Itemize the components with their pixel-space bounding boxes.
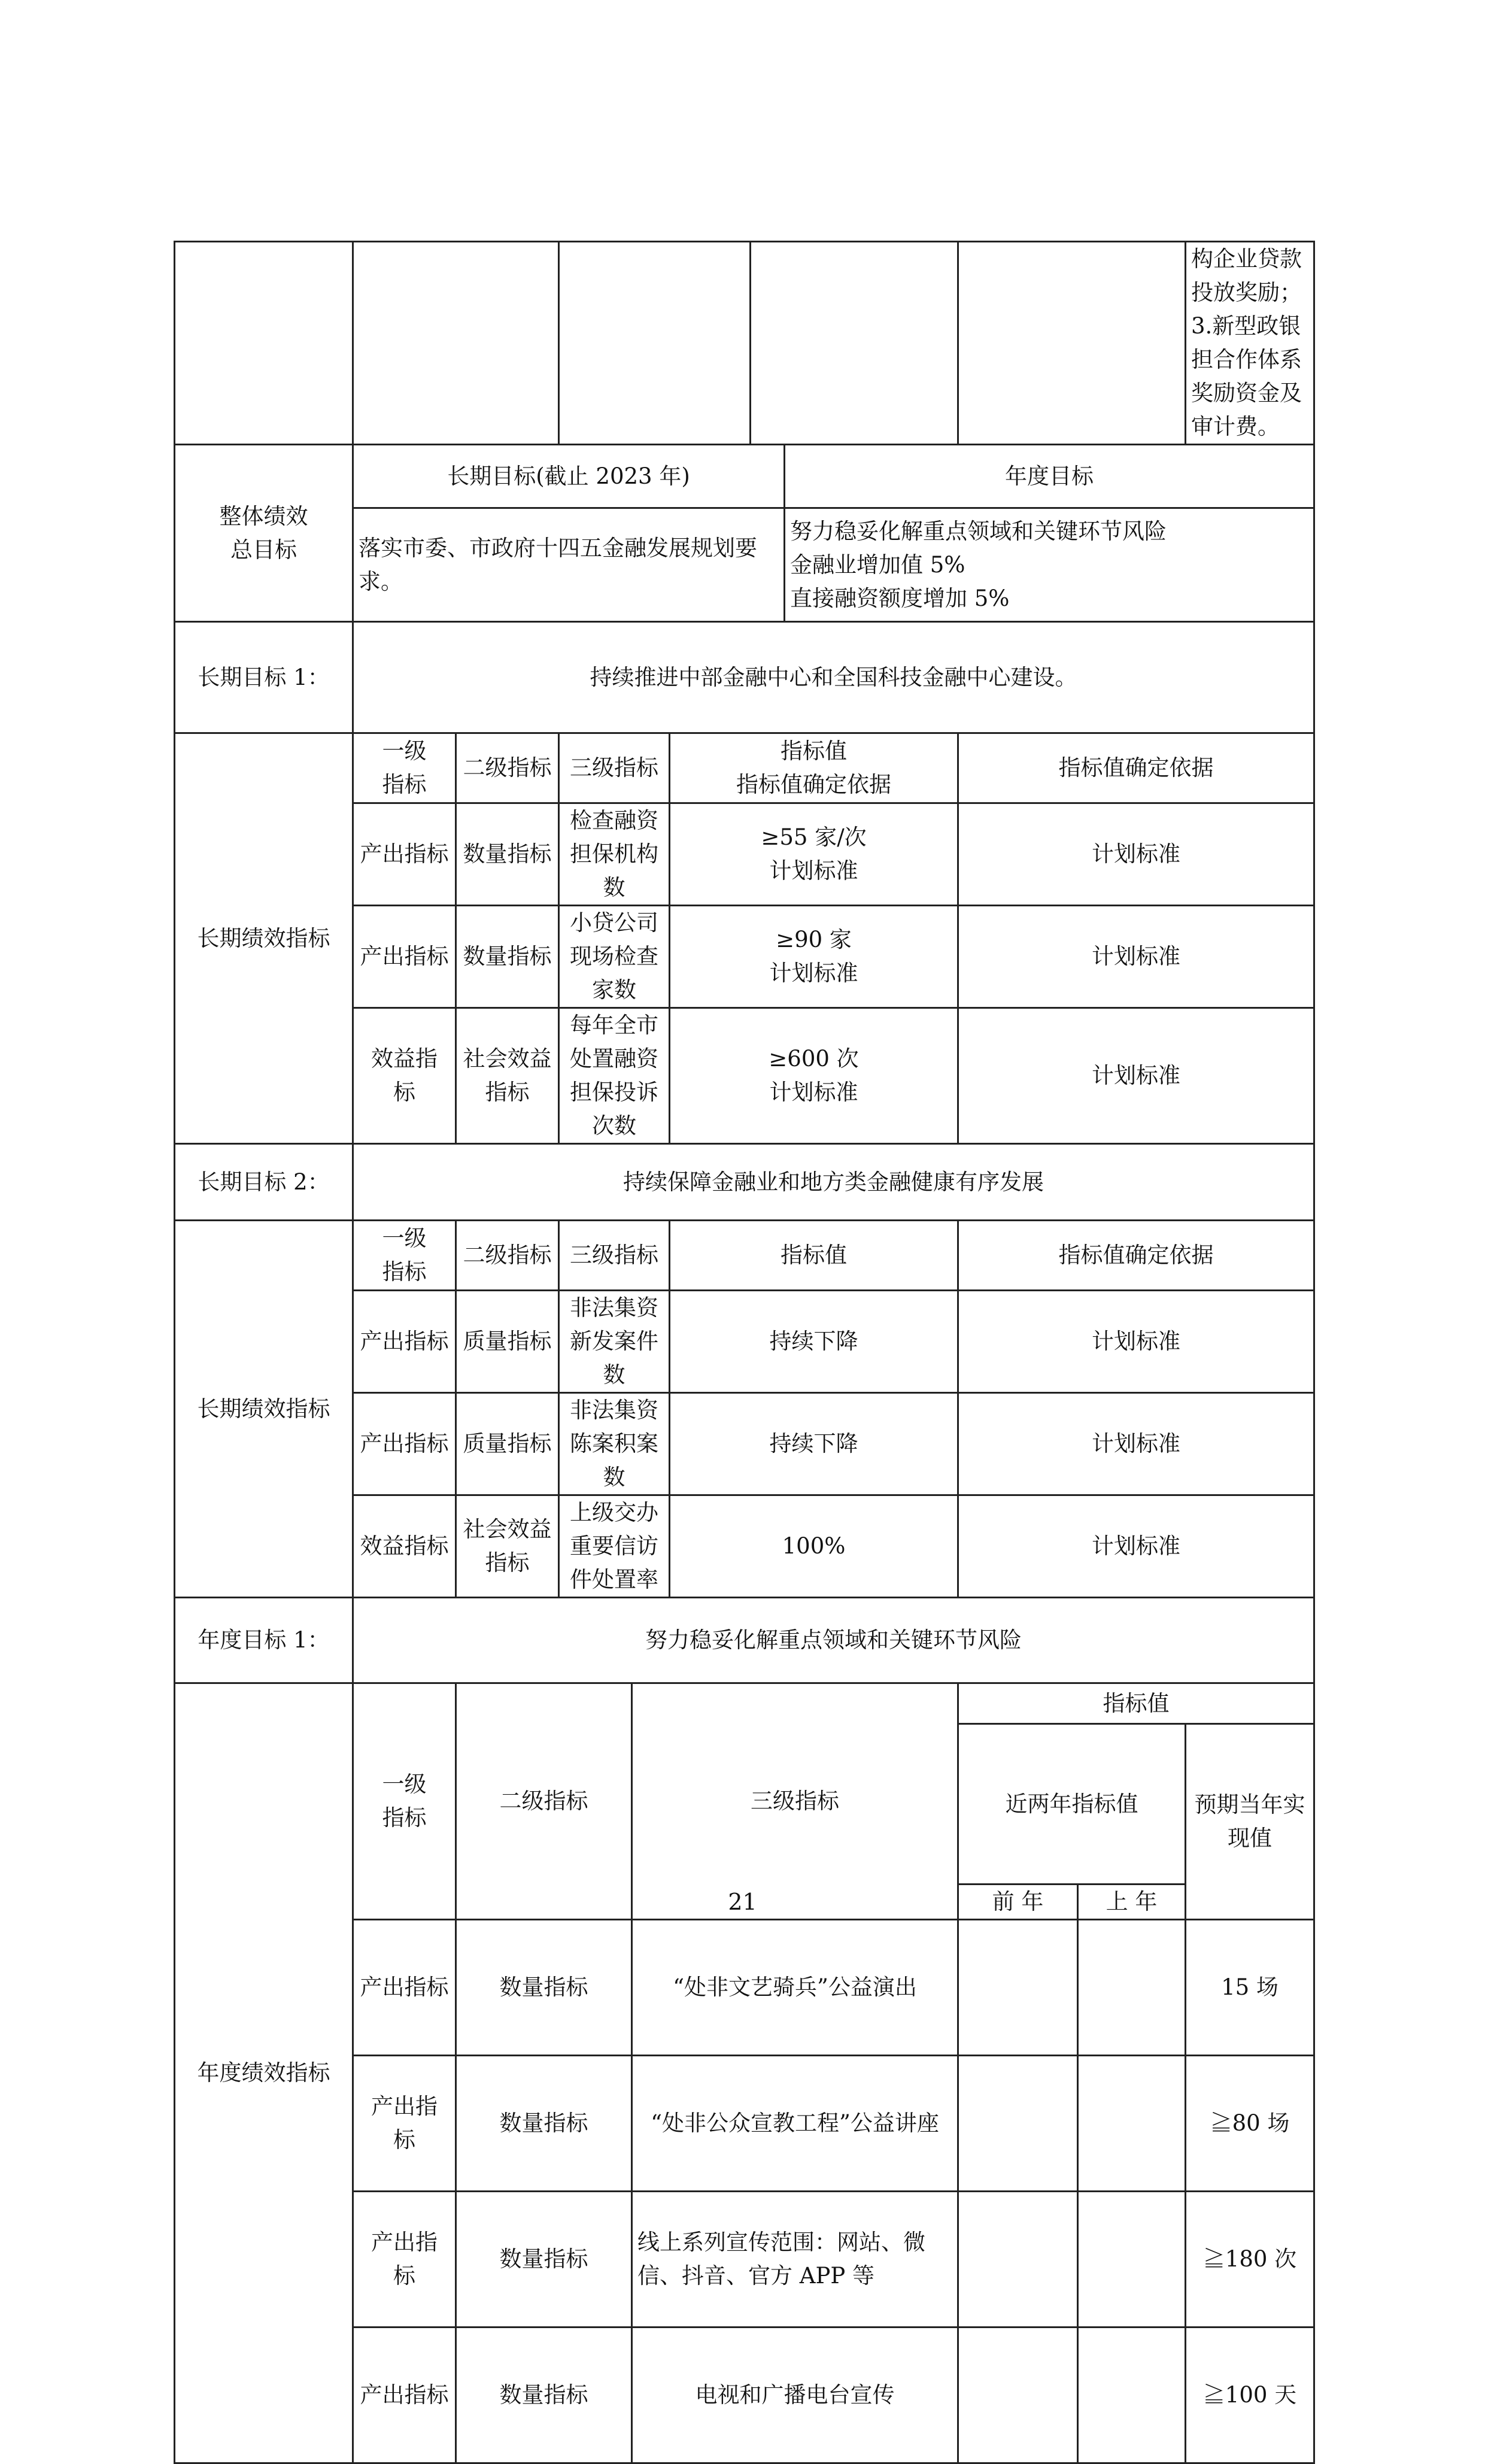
annual-header-expected: 预期当年实现值 xyxy=(1186,1724,1314,1920)
perf1-header-value: 指标值 指标值确定依据 xyxy=(670,733,958,803)
goal2-row xyxy=(175,1144,1314,1221)
goal1-row xyxy=(175,622,1314,733)
level3-cell: 检查融资担保机构数 xyxy=(559,803,670,906)
blank-cell xyxy=(175,242,353,445)
level1-cell: 产出指标 xyxy=(353,2328,456,2463)
page-number: 21 xyxy=(728,1889,757,1915)
level3-cell: 线上系列宣传范围：网站、微信、抖音、官方 APP 等 xyxy=(632,2192,958,2328)
annual-header-level1: 一级 指标 xyxy=(353,1683,456,1920)
perf2-header-level2: 二级指标 xyxy=(456,1221,559,1291)
perf2-header-level3: 三级指标 xyxy=(559,1221,670,1291)
level2-cell: 数量指标 xyxy=(456,2328,632,2463)
level1-cell: 产出指标 xyxy=(353,906,456,1008)
expected-cell: 15 场 xyxy=(1186,1920,1314,2056)
prev-year-cell xyxy=(958,2192,1078,2328)
annual-header-value: 指标值 xyxy=(958,1683,1314,1724)
value-cell: 持续下降 xyxy=(670,1393,958,1495)
level3-cell: “处非文艺骑兵”公益演出 xyxy=(632,1920,958,2056)
annual-header-row-1 xyxy=(175,1683,1314,1724)
basis-cell: 计划标准 xyxy=(958,1393,1314,1495)
last-year-cell xyxy=(1078,2328,1186,2463)
goal1-label: 长期目标 1： xyxy=(175,622,353,733)
annual-header-level3: 三级指标 xyxy=(632,1683,958,1920)
annual-goal1-row xyxy=(175,1598,1314,1683)
annual-text: 努力稳妥化解重点领域和关键环节风险 金融业增加值 5% 直接融资额度增加 5% xyxy=(785,508,1314,622)
prev-year-cell xyxy=(958,2056,1078,2192)
prev-year-cell xyxy=(958,2328,1078,2463)
performance-table xyxy=(174,241,1315,2464)
blank-cell xyxy=(958,242,1186,445)
perf1-header-basis: 指标值确定依据 xyxy=(958,733,1314,803)
level3-cell: 非法集资新发案件数 xyxy=(559,1291,670,1393)
level3-cell: 非法集资陈案积案数 xyxy=(559,1393,670,1495)
level2-cell: 数量指标 xyxy=(456,803,559,906)
expected-cell: ≧100 天 xyxy=(1186,2328,1314,2463)
annual-header-prev-year: 前 年 xyxy=(958,1885,1078,1920)
level3-cell: 每年全市处置融资担保投诉次数 xyxy=(559,1008,670,1144)
perf1-header-level3: 三级指标 xyxy=(559,733,670,803)
basis-cell: 计划标准 xyxy=(958,1008,1314,1144)
perf1-header-row xyxy=(175,733,1314,803)
annual-header: 年度目标 xyxy=(785,445,1314,508)
level2-cell: 数量指标 xyxy=(456,906,559,1008)
basis-cell: 计划标准 xyxy=(958,803,1314,906)
perf2-header-value: 指标值 xyxy=(670,1221,958,1291)
expected-cell: ≧80 场 xyxy=(1186,2056,1314,2192)
overall-header-row xyxy=(175,445,1314,508)
last-year-cell xyxy=(1078,2192,1186,2328)
annual-perf-label: 年度绩效指标 xyxy=(175,1683,353,2463)
value-cell: ≥55 家/次 计划标准 xyxy=(670,803,958,906)
level2-cell: 数量指标 xyxy=(456,2056,632,2192)
basis-cell: 计划标准 xyxy=(958,1495,1314,1598)
annual-header-level2: 二级指标 xyxy=(456,1683,632,1920)
level2-cell: 质量指标 xyxy=(456,1393,559,1495)
last-year-cell xyxy=(1078,1920,1186,2056)
level1-cell: 产出指标 xyxy=(353,1291,456,1393)
basis-cell: 计划标准 xyxy=(958,906,1314,1008)
perf1-header-level1: 一级 指标 xyxy=(353,733,456,803)
value-cell: ≥90 家 计划标准 xyxy=(670,906,958,1008)
long-term-text: 落实市委、市政府十四五金融发展规划要求。 xyxy=(353,508,785,622)
perf1-header-level2: 二级指标 xyxy=(456,733,559,803)
blank-cell xyxy=(751,242,958,445)
goal2-text: 持续保障金融业和地方类金融健康有序发展 xyxy=(353,1144,1314,1221)
blank-cell xyxy=(559,242,751,445)
perf2-header-level1: 一级 指标 xyxy=(353,1221,456,1291)
continuation-row xyxy=(175,242,1314,445)
value-cell: 持续下降 xyxy=(670,1291,958,1393)
annual-header-recent: 近两年指标值 xyxy=(958,1724,1186,1885)
level1-cell: 产出指标 xyxy=(353,1920,456,2056)
level2-cell: 社会效益指标 xyxy=(456,1008,559,1144)
prev-year-cell xyxy=(958,1920,1078,2056)
annual-goal1-label: 年度目标 1： xyxy=(175,1598,353,1683)
level2-cell: 社会效益指标 xyxy=(456,1495,559,1598)
level3-cell: 电视和广播电台宣传 xyxy=(632,2328,958,2463)
level3-cell: “处非公众宣教工程”公益讲座 xyxy=(632,2056,958,2192)
goal1-text: 持续推进中部金融中心和全国科技金融中心建设。 xyxy=(353,622,1314,733)
annual-goal1-text: 努力稳妥化解重点领域和关键环节风险 xyxy=(353,1598,1314,1683)
level2-cell: 数量指标 xyxy=(456,2192,632,2328)
level1-cell: 产出指 标 xyxy=(353,2192,456,2328)
goal2-label: 长期目标 2： xyxy=(175,1144,353,1221)
last-year-cell xyxy=(1078,2056,1186,2192)
perf2-label: 长期绩效指标 xyxy=(175,1221,353,1598)
perf2-header-row xyxy=(175,1221,1314,1291)
value-cell: ≥600 次 计划标准 xyxy=(670,1008,958,1144)
perf1-label: 长期绩效指标 xyxy=(175,733,353,1144)
level3-cell: 小贷公司现场检查家数 xyxy=(559,906,670,1008)
level3-cell: 上级交办重要信访件处置率 xyxy=(559,1495,670,1598)
level1-cell: 效益指 标 xyxy=(353,1008,456,1144)
level2-cell: 数量指标 xyxy=(456,1920,632,2056)
perf2-header-basis: 指标值确定依据 xyxy=(958,1221,1314,1291)
overall-label: 整体绩效 总目标 xyxy=(175,445,353,622)
level1-cell: 效益指标 xyxy=(353,1495,456,1598)
continuation-text: 构企业贷款投放奖励； 3.新型政银担合作体系奖励资金及审计费。 xyxy=(1186,242,1314,445)
level2-cell: 质量指标 xyxy=(456,1291,559,1393)
basis-cell: 计划标准 xyxy=(958,1291,1314,1393)
level1-cell: 产出指 标 xyxy=(353,2056,456,2192)
annual-header-last-year: 上 年 xyxy=(1078,1885,1186,1920)
value-cell: 100% xyxy=(670,1495,958,1598)
level1-cell: 产出指标 xyxy=(353,1393,456,1495)
level1-cell: 产出指标 xyxy=(353,803,456,906)
expected-cell: ≧180 次 xyxy=(1186,2192,1314,2328)
long-term-header: 长期目标(截止 2023 年) xyxy=(353,445,785,508)
blank-cell xyxy=(353,242,559,445)
